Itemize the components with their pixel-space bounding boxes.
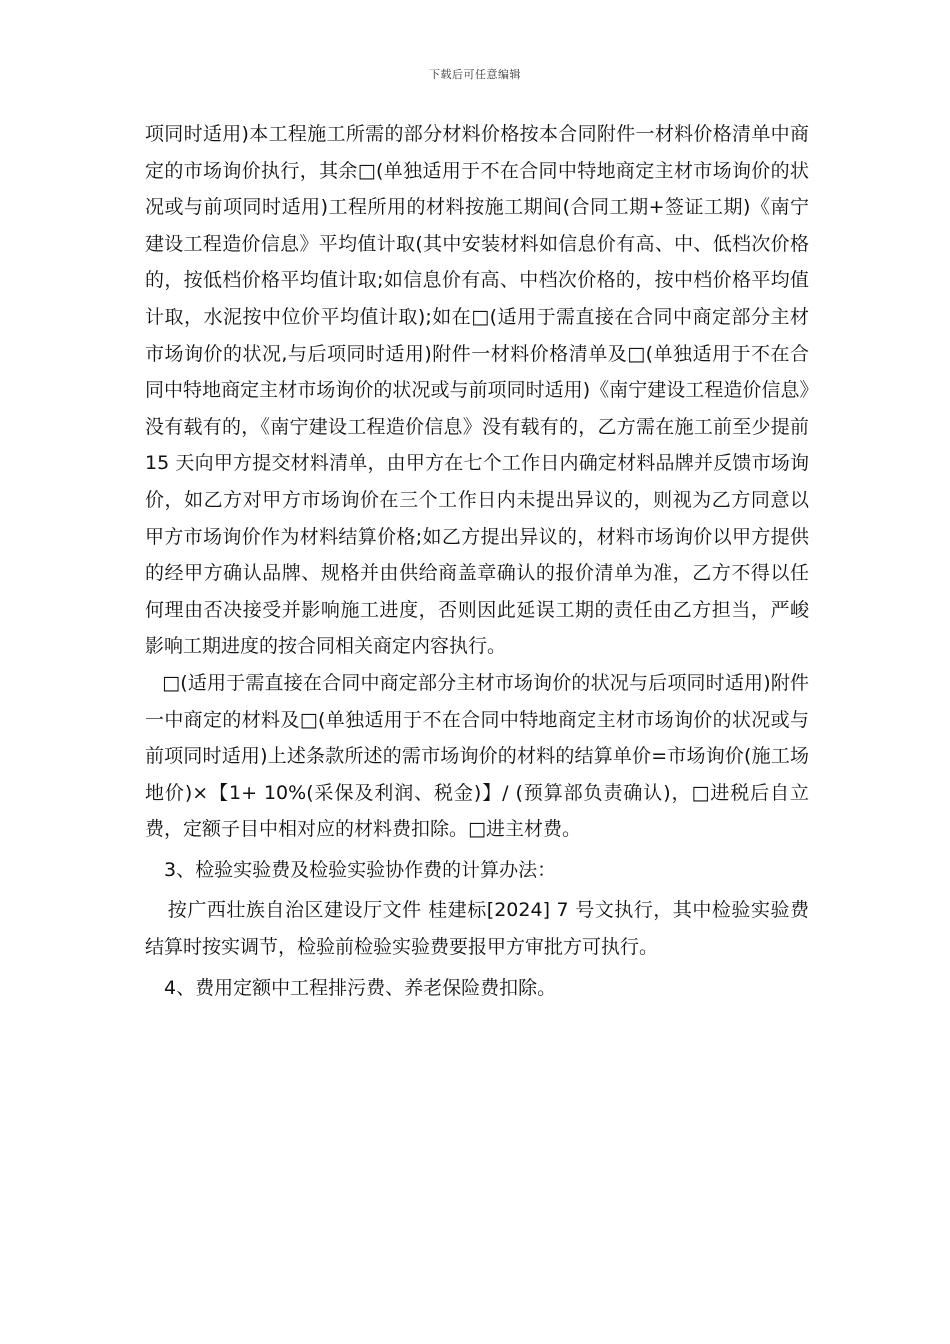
body-paragraph: 项同时适用)本工程施工所需的部分材料价格按本合同附件一材料价格清单中商定的市场询价执行，其余□(单独适用于不在合同中特地商定主材市场询价的状况或与前项同时适用)工程所用的材料按施工期间(合同工期+签证工期)《南宁建设工程造价信息》平均值计取(其中安装材料如信息价有高、中、低档次价格的，按低档价格平均值计取;如信息价有高、中档次价格的，按中档价格平均值计取，水泥按中位价平均值计取);如在□(适用于需直接在合同中商定部分主材市场询价的状况,与后项同时适用)附件一材料价格清单及□(单独适用于不在合同中特地商定主材市场询价的状况或与前项同时适用)《南宁建设工程造价信息》没有载有的，《南宁建设工程造价信息》没有载有的，乙方需在施工前至少提前 15 天向甲方提交材料清单，由甲方在七个工作日内确定材料品牌并反馈市场询价，如乙方对甲方市场询价在三个工作日内未提出异议的，则视为乙方同意以甲方市场询价作为材料结算价格;如乙方提出异议的，材料市场询价以甲方提供的经甲方确认品牌、规格并由供给商盖章确认的报价清单为准，乙方不得以任何理由否决接受并影响施工进度，否则因此延误工期的责任由乙方担当，严峻影响工期进度的按合同相关商定内容执行。 — [145, 123, 809, 658]
page-header-note: 下载后可任意编辑 — [429, 68, 521, 81]
body-paragraph: □(适用于需直接在合同中商定部分主材市场询价的状况与后项同时适用)附件一中商定的材料及□(单独适用于不在合同中特地商定主材市场询价的状况或与前项同时适用)上述条款所述的需市场询价的材料的结算单价=市场询价(施工场地价)×【1+ 10%(采保及利润、税金)】/ (预算部负责确认)，□进税后自立费，定额子目中相对应的材料费扣除。□进主材费。 — [145, 671, 809, 841]
section-item-4: 4、费用定额中工程排污费、养老保险费扣除。 — [164, 976, 557, 999]
body-paragraph: 按广西壮族自治区建设厅文件 桂建标[2024] 7 号文执行，其中检验实验费结算时按实调节，检验前检验实验费要报甲方审批方可执行。 — [145, 899, 809, 959]
document-body — [145, 116, 809, 1006]
section-item-3: 3、检验实验费及检验实验协作费的计算办法： — [164, 858, 557, 881]
